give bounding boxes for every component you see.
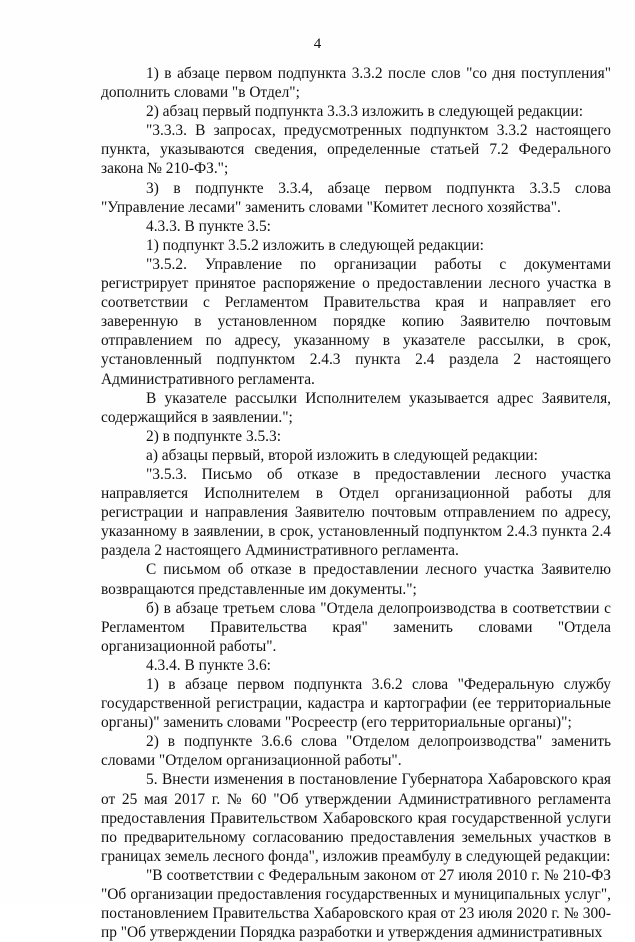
paragraph: "В соответствии с Федеральным законом от 27 июля 2010 г. № 210-ФЗ "Об организации предоставления государственных и муниципальных услуг", постановлением Правительства Хабаровского края от 23 июля 2020 г. № 300-пр "Об утверждении Порядка разработки и утверждения административных bbox=[101, 866, 611, 942]
paragraph: 1) в абзаце первом подпункта 3.3.2 после слов "со дня поступления" дополнить словами "в Отдел"; bbox=[101, 65, 611, 102]
paragraph: 2) абзац первый подпункта 3.3.3 изложить в следующей редакции: bbox=[146, 103, 584, 121]
paragraph: 3) в подпункте 3.3.4, абзаце первом подпункта 3.3.5 слова "Управление лесами" заменить словами "Комитет лесного хозяйства". bbox=[101, 179, 611, 216]
paragraph: 1) в абзаце первом подпункта 3.6.2 слова "Федеральную службу государственной регистрации, кадастра и картографии (ее территориальные органы)" заменить словами "Росреестр (его территориальные органы)"; bbox=[101, 676, 611, 732]
paragraph: б) в абзаце третьем слова "Отдела делопроизводства в соответствии с Регламентом Правительства края" заменить словами "Отдела организационной работы". bbox=[101, 599, 611, 655]
paragraph: 4.3.4. В пункте 3.6: bbox=[146, 656, 271, 674]
paragraph: 2) в подпункте 3.5.3: bbox=[146, 427, 282, 445]
paragraph: "3.5.3. Письмо об отказе в предоставлении лесного участка направляется Исполнителем в Отдел организационной работы для регистрации и направления Заявителю почтовым отправлением по адресу, указанному в заявлении, в срок, установленный подпунктом 2.4.3 пункта 2.4 раздела 2 настоящего Административного регламента. bbox=[101, 465, 611, 560]
paragraph: 4.3.3. В пункте 3.5: bbox=[146, 217, 271, 235]
paragraph: С письмом об отказе в предоставлении лесного участка Заявителю возвращаются представленные им документы."; bbox=[101, 561, 611, 598]
paragraph: 2) в подпункте 3.6.6 слова "Отделом делопроизводства" заменить словами "Отделом организационной работы". bbox=[101, 733, 611, 770]
paragraph: "3.3.3. В запросах, предусмотренных подпунктом 3.3.2 настоящего пункта, указываются сведения, определенные статьей 7.2 Федерального закона № 210-ФЗ."; bbox=[101, 122, 611, 178]
paragraph: 1) подпункт 3.5.2 изложить в следующей редакции: bbox=[146, 236, 484, 254]
paragraph: "3.5.2. Управление по организации работы с документами регистрирует принятое распоряжение о предоставлении лесного участка в соответствии с Регламентом Правительства края и направляет его заверенную в установленном порядке копию Заявителю почтовым отправлением по адресу, указанному в указателе рассылки, в срок, установленный подпунктом 2.4.3 пункта 2.4 раздела 2 настоящего Административного регламента. bbox=[101, 255, 611, 388]
page-number: 4 bbox=[313, 36, 322, 52]
paragraph: а) абзацы первый, второй изложить в следующей редакции: bbox=[146, 446, 538, 464]
document-body bbox=[101, 64, 611, 942]
paragraph: В указателе рассылки Исполнителем указывается адрес Заявителя, содержащийся в заявлении."; bbox=[101, 389, 611, 426]
paragraph: 5. Внести изменения в постановление Губернатора Хабаровского края от 25 мая 2017 г. № 60 "Об утверждении Административного регламента предоставления Правительством Хабаровского края государственной услуги по предварительному согласованию предоставления земельных участков в границах земель лесного фонда", изложив преамбулу в следующей редакции: bbox=[101, 771, 611, 865]
